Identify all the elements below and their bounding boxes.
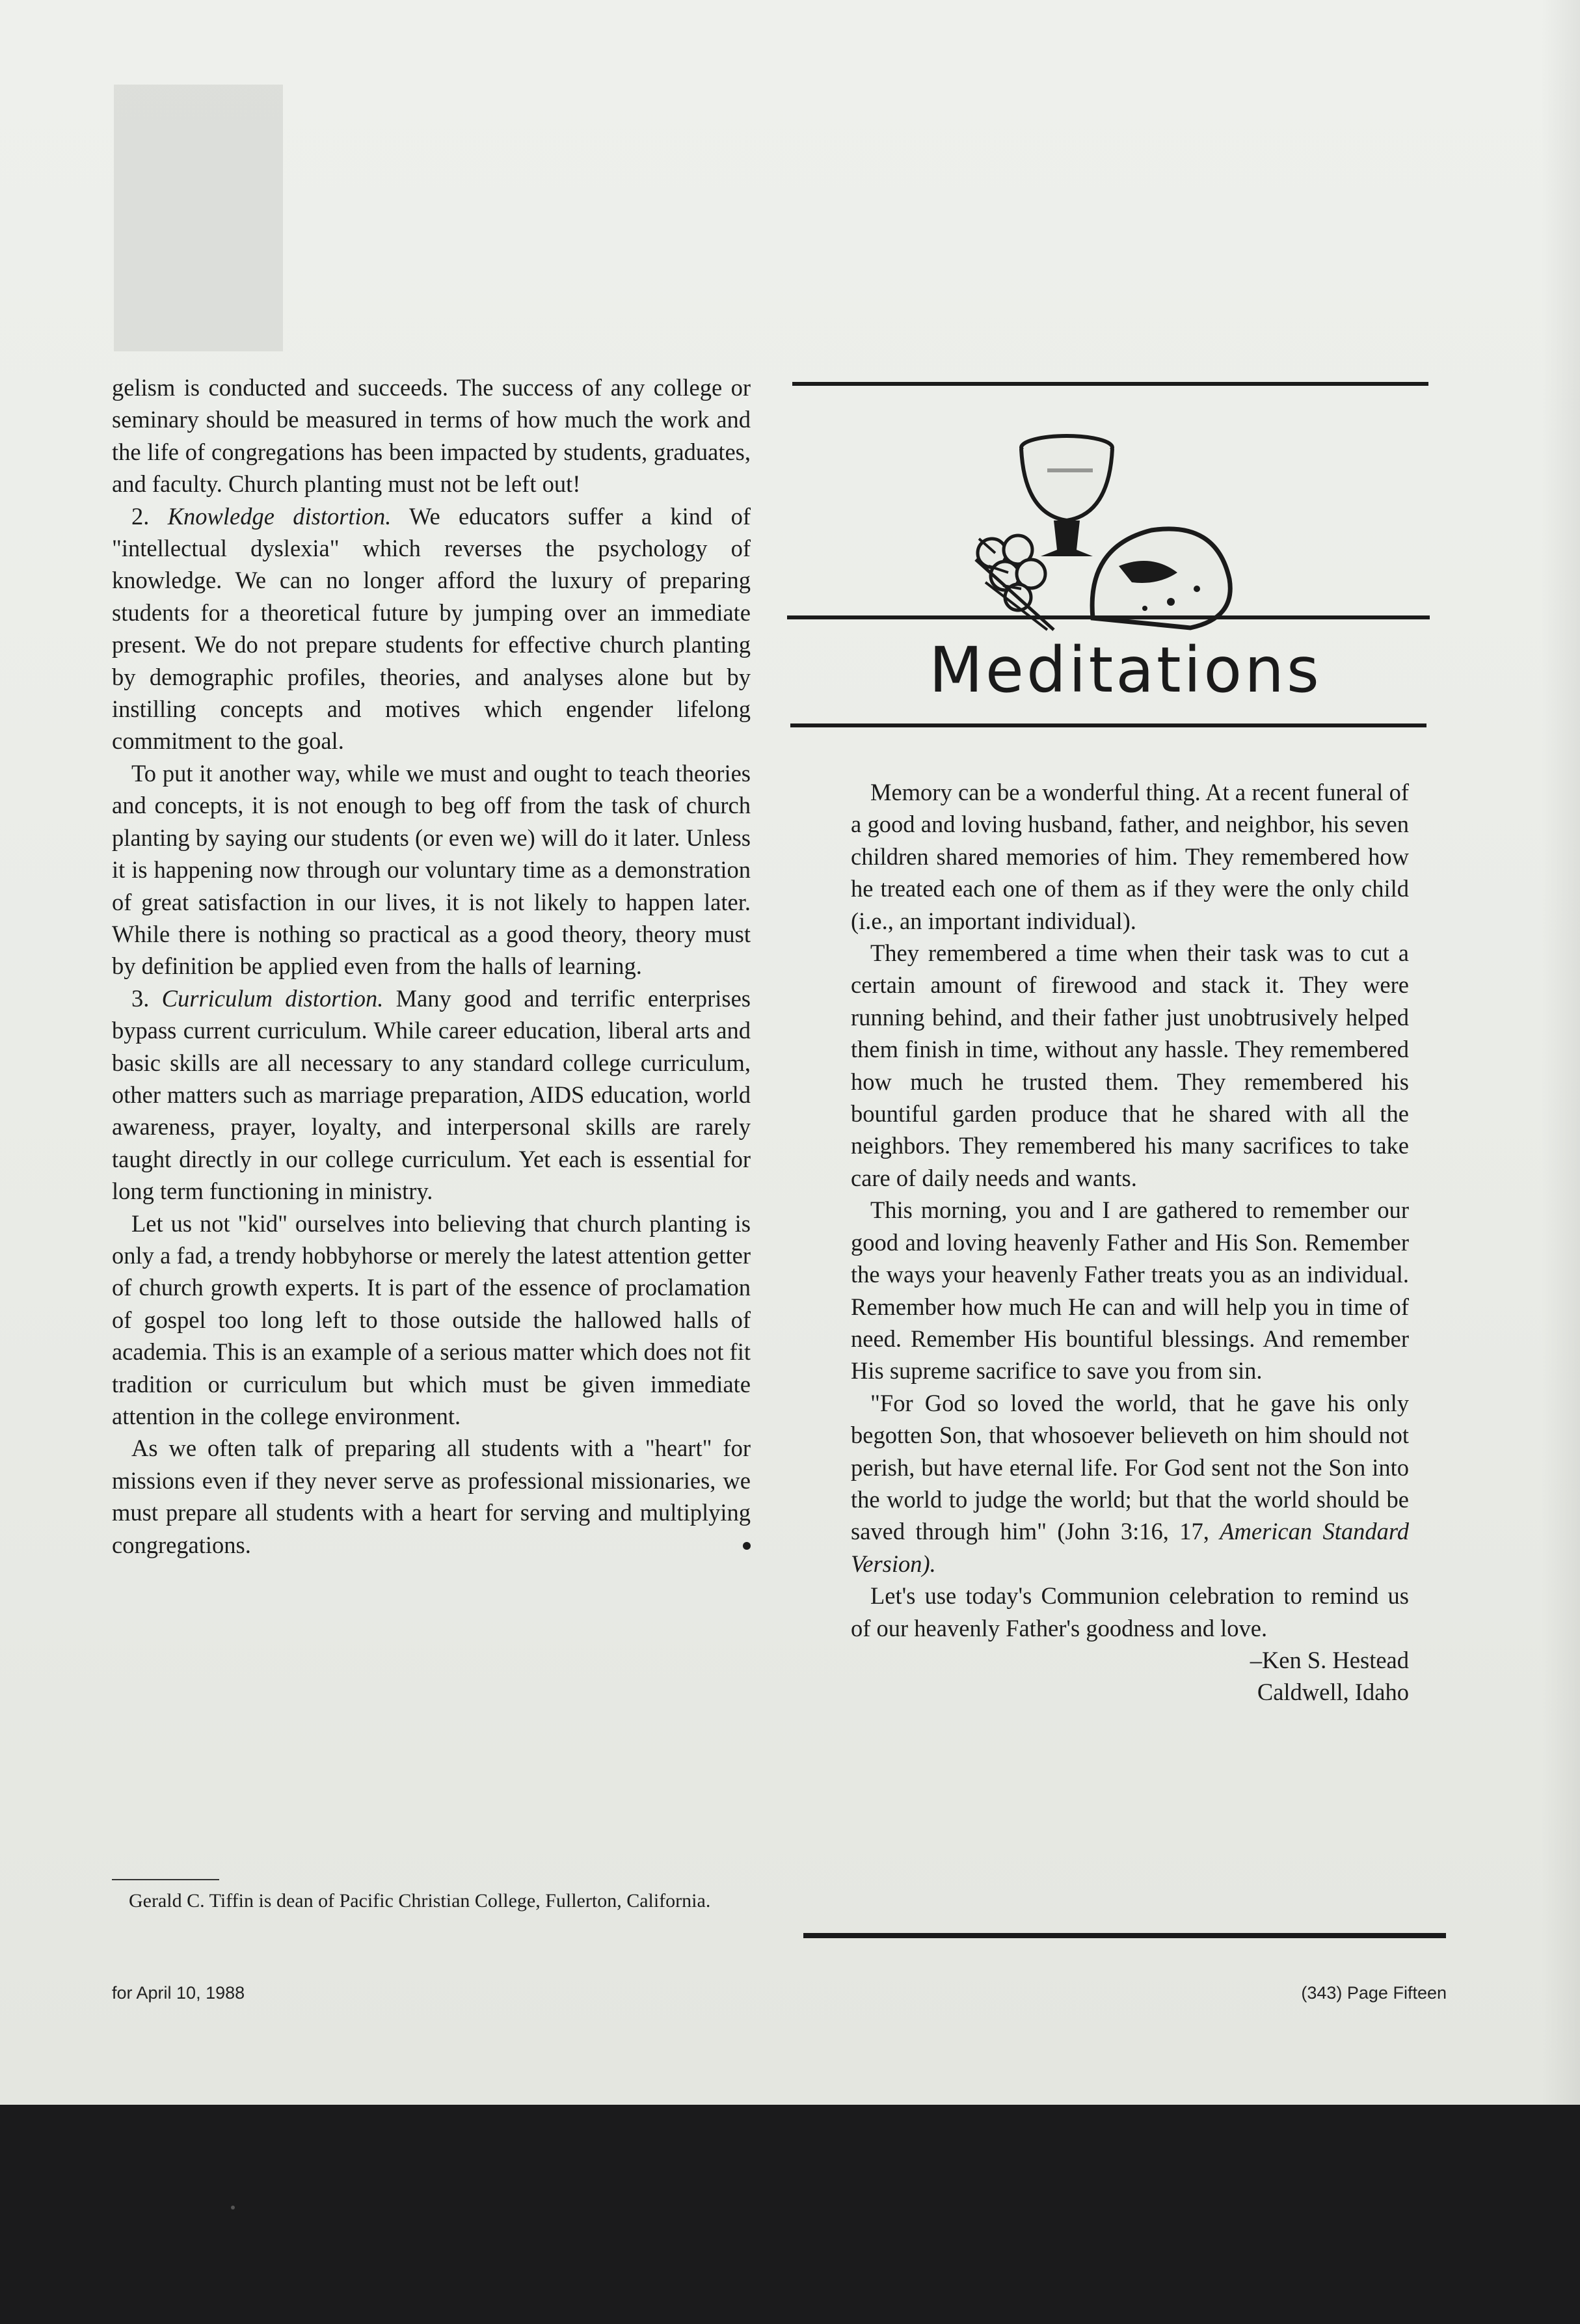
paragraph-body: Many good and terrific enterprises bypass current curriculum. While career education, liberal arts and basic skills are all necessary to any standard college curriculum, other matters such as marriage preparation, AIDS education, world awareness, prayer, loyalty, and interpersonal skills are rarely taught directly in our college curriculum. Yet each is essential for long term functioning in ministry. [112, 984, 751, 1205]
left-article-column [112, 372, 751, 1561]
bible-version: American Standard Version). [851, 1518, 1409, 1577]
footnote-divider [112, 1879, 219, 1880]
heading-top-rule [787, 615, 1430, 619]
meditation-paragraph: They remembered a time when their task was to cut a certain amount of firewood and stack it. They were running behind, and their father just unobtrusively helped them finish in time, without any hassle. They remembered how much he trusted them. They remembered his bountiful garden produce that he shared with all the neighbors. They remembered his many sacrifices to take care of daily needs and wants. [851, 939, 1409, 1191]
section-title-curriculum-distortion: Curriculum distortion. [161, 984, 384, 1012]
meditation-paragraph: Memory can be a wonderful thing. At a recent funeral of a good and loving husband, father, and neighbor, his seven children shared memories of him. They remembered how he treated each one of them as if they were the only child (i.e., an important individual). [851, 779, 1409, 934]
top-rule [792, 382, 1428, 386]
article-paragraph: To put it another way, while we must and ought to teach theories and concepts, it is not enough to beg off from the task of church planting by saying our students (or even we) will do it later. Unless it is happening now through our voluntary time as a demonstration of great satisfaction in our lives, it is not likely to happen later. While there is nothing so practical as a good theory, theory must by definition be applied even from the halls of learning. [112, 759, 751, 980]
article-paragraph: Let us not "kid" ourselves into believing that church planting is only a fad, a trendy hobbyhorse or merely the latest attention getter of church growth experts. It is part of the essence of proclamation of gospel too long left to those outside the hallowed halls of academia. This is an example of a serious matter which does not fit tradition or curriculum but which must be given immediate attention in the college environment. [112, 1209, 751, 1429]
article-paragraph [112, 500, 751, 757]
meditation-paragraph [851, 1387, 1409, 1580]
article-paragraph [112, 982, 751, 1208]
paragraph-body: As we often talk of preparing all students with a "heart" for missions even if they never serve as professional missionaries, we must prepare all students with a heart for serving and multiplying congregations. [112, 1435, 751, 1558]
dust-speck [231, 2206, 235, 2209]
section-title-knowledge-distortion: Knowledge distortion. [167, 502, 392, 530]
heading-bottom-rule [790, 723, 1426, 727]
meditation-paragraph: Let's use today's Communion celebration to remind us of our heavenly Father's goodness and love. [851, 1582, 1409, 1642]
meditations-heading: Meditations [929, 634, 1322, 707]
paragraph-body: We educators suffer a kind of "intellectual dyslexia" which reverses the psychology of knowledge. We can no longer afford the luxury of preparing students for a theoretical future by jumping over an immediate present. We do not prepare students for effective church planting by demographic profiles, theories, and analyses alone but by instilling concepts and motives which engender lifelong commitment to the goal. [112, 502, 751, 755]
article-paragraph [112, 1432, 751, 1561]
page-number: (343) Page Fifteen [1301, 1983, 1447, 2003]
author-signature: –Ken S. Hestead [1250, 1646, 1409, 1673]
author-footnote: Gerald C. Tiffin is dean of Pacific Christian College, Fullerton, California. [129, 1890, 711, 1912]
bullet-icon [743, 1542, 751, 1550]
communion-cup-bread-grapes-icon [956, 423, 1255, 631]
show-through-shadow [114, 85, 283, 351]
author-location: Caldwell, Idaho [1257, 1679, 1409, 1706]
meditation-paragraph: This morning, you and I are gathered to remember our good and loving heavenly Father and His Son. Remember the ways your heavenly Father treats you as an individual. Remember how much He can and will help you in time of need. Remember His bountiful blessings. And remember His supreme sacrifice to save you from sin. [851, 1196, 1409, 1385]
meditations-column [851, 776, 1409, 1709]
list-number: 3. [131, 984, 150, 1012]
scripture-quote: "For God so loved the world, that he gave his only begotten Son, that whosoever believeth on him should not perish, but have eternal life. For God sent not the Son into the world to judge the world; but that the world should be saved through him" (John 3:16, 17, [851, 1389, 1409, 1545]
issue-date: for April 10, 1988 [112, 1983, 245, 2003]
bottom-rule [803, 1933, 1446, 1938]
article-paragraph: gelism is conducted and succeeds. The success of any college or seminary should be measured in terms of how much the work and the life of congregations has been impacted by students, graduates, and faculty. Church planting must not be left out! [112, 374, 751, 498]
list-number: 2. [131, 502, 150, 530]
